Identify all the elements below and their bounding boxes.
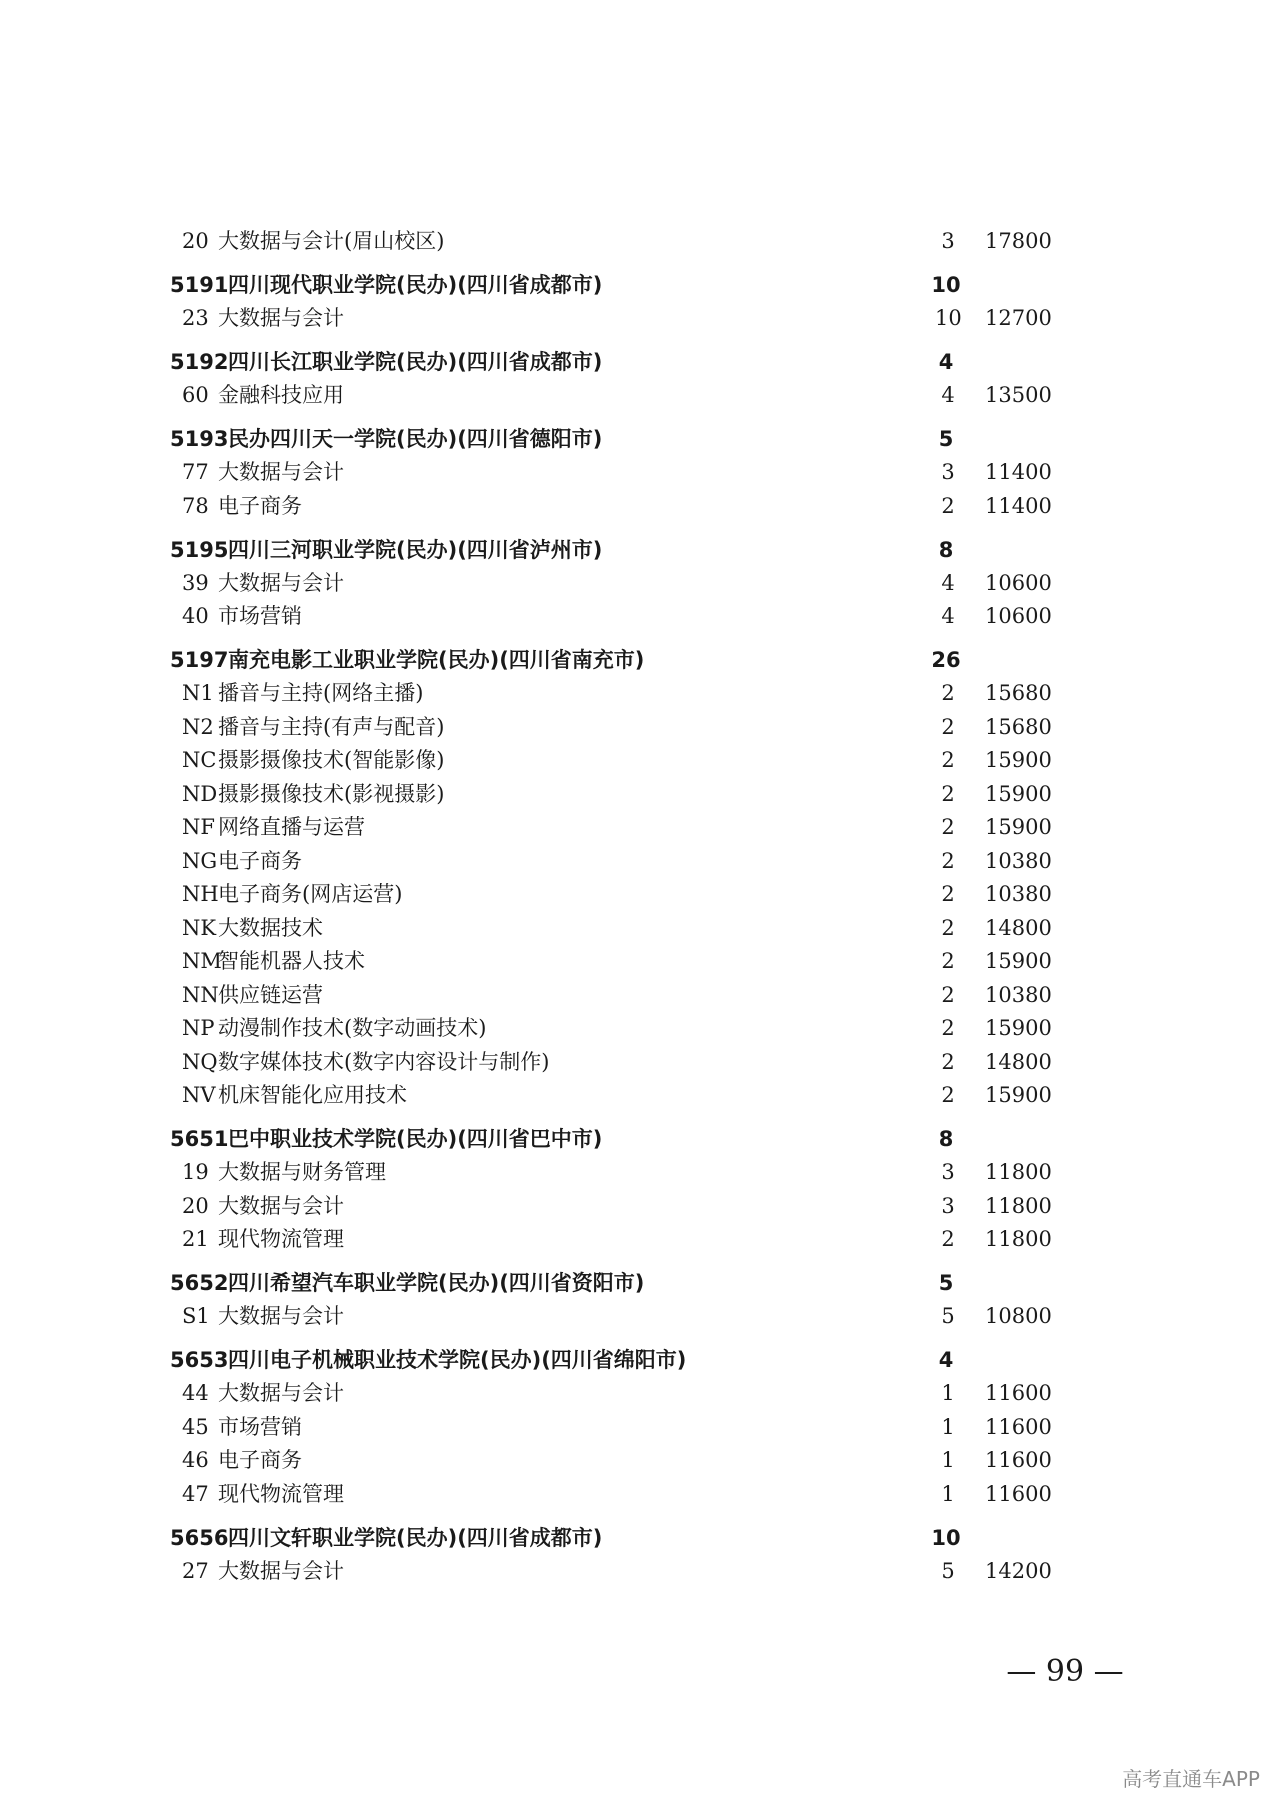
plan-count: 1 [941,1448,955,1472]
tuition-fee: 14800 [985,915,1052,940]
plan-count: 2 [941,1049,955,1074]
major-name: 播音与主持(有声与配音) [218,714,445,739]
major-code: 40 [182,604,209,628]
school-code: 5193 [170,427,229,451]
major-row [0,1479,1280,1509]
school-row [0,645,1280,675]
major-name: 电子商务 [218,493,302,518]
major-name: 摄影摄像技术(智能影像) [218,748,445,772]
tuition-fee: 15900 [985,1083,1052,1107]
major-code: NP [182,1016,215,1040]
plan-count: 10 [935,306,962,330]
major-row [0,1378,1280,1408]
major-name: 大数据与财务管理 [218,1160,386,1184]
major-row [0,745,1280,775]
major-code: NN [182,982,219,1007]
plan-count: 1 [941,1481,955,1506]
plan-count: 2 [941,781,955,806]
plan-count: 5 [938,427,954,451]
tuition-fee: 15900 [985,781,1052,806]
plan-count: 26 [931,648,961,672]
major-name: 大数据与会计 [218,1381,344,1405]
plan-count: 1 [941,1414,955,1439]
tuition-fee: 15900 [985,815,1052,839]
tuition-fee: 15900 [985,949,1052,973]
major-row [0,779,1280,809]
plan-count: 2 [941,1016,955,1040]
major-name: 大数据与会计 [218,1304,344,1328]
major-code: 20 [182,229,209,253]
plan-count: 4 [938,1348,954,1372]
major-row [0,1013,1280,1043]
plan-count: 8 [938,537,954,562]
tuition-fee: 11800 [985,1227,1052,1251]
major-code: 21 [182,1227,209,1251]
plan-count: 2 [941,915,955,940]
major-row [0,1157,1280,1187]
major-row [0,678,1280,708]
major-name: 智能机器人技术 [218,949,365,973]
school-row [0,424,1280,454]
major-name: 供应链运营 [218,982,323,1007]
major-code: ND [182,781,218,806]
plan-count: 5 [938,1271,954,1295]
school-code: 5651 [170,1127,229,1151]
major-name: 电子商务(网店运营) [218,882,403,906]
major-code: 39 [182,570,209,595]
major-code: 23 [182,306,209,330]
major-code: 20 [182,1193,209,1218]
major-code: S1 [182,1304,210,1328]
plan-count: 2 [941,848,955,873]
major-name: 现代物流管理 [218,1227,344,1251]
major-row [0,980,1280,1010]
major-row [0,1080,1280,1110]
major-name: 数字媒体技术(数字内容设计与制作) [218,1049,550,1074]
school-name: 南充电影工业职业学院(民办)(四川省南充市) [228,648,645,672]
major-name: 动漫制作技术(数字动画技术) [218,1016,487,1040]
major-code: NH [182,882,219,906]
tuition-fee: 10380 [985,882,1052,906]
major-name: 现代物流管理 [218,1481,344,1506]
major-code: NM [182,949,222,973]
plan-count: 3 [941,1193,955,1218]
tuition-fee: 10600 [985,570,1052,595]
tuition-fee: 11800 [985,1160,1052,1184]
major-code: NV [182,1083,216,1107]
major-name: 金融科技应用 [218,383,344,407]
major-code: NK [182,915,217,940]
major-row [0,1412,1280,1442]
major-row [0,913,1280,943]
major-row [0,879,1280,909]
tuition-fee: 11600 [985,1448,1052,1472]
major-row [0,457,1280,487]
tuition-fee: 15900 [985,748,1052,772]
major-code: N1 [182,681,214,705]
major-name: 市场营销 [218,1414,302,1439]
tuition-fee: 17800 [985,229,1052,253]
school-code: 5192 [170,350,229,374]
plan-count: 2 [941,982,955,1007]
plan-count: 5 [941,1558,955,1583]
tuition-fee: 10380 [985,848,1052,873]
major-name: 摄影摄像技术(影视摄影) [218,781,445,806]
tuition-fee: 11400 [985,493,1052,518]
major-row [0,712,1280,742]
plan-count: 4 [941,604,955,628]
plan-count: 2 [941,882,955,906]
tuition-fee: 11400 [985,460,1052,484]
tuition-fee: 13500 [985,383,1052,407]
major-code: 47 [182,1481,209,1506]
major-code: 78 [182,493,209,518]
major-code: 27 [182,1558,209,1583]
plan-count: 10 [931,1525,961,1550]
tuition-fee: 14800 [985,1049,1052,1074]
tuition-fee: 14200 [985,1558,1052,1583]
major-row [0,812,1280,842]
school-name: 四川文轩职业学院(民办)(四川省成都市) [228,1525,603,1550]
tuition-fee: 11600 [985,1414,1052,1439]
school-code: 5197 [170,648,229,672]
major-name: 大数据技术 [218,915,323,940]
school-code: 5652 [170,1271,229,1295]
school-row [0,270,1280,300]
major-code: 44 [182,1381,209,1405]
tuition-fee: 15900 [985,1016,1052,1040]
major-row [0,1301,1280,1331]
major-code: NQ [182,1049,218,1074]
plan-count: 2 [941,714,955,739]
major-code: N2 [182,714,214,739]
major-row [0,1224,1280,1254]
school-name: 四川三河职业学院(民办)(四川省泸州市) [228,537,603,562]
school-row [0,1345,1280,1375]
school-row [0,1124,1280,1154]
major-row [0,491,1280,521]
major-name: 机床智能化应用技术 [218,1083,407,1107]
tuition-fee: 10600 [985,604,1052,628]
major-row [0,601,1280,631]
tuition-fee: 15680 [985,714,1052,739]
major-code: 45 [182,1414,209,1439]
major-row [0,1191,1280,1221]
tuition-fee: 15680 [985,681,1052,705]
tuition-fee: 10800 [985,1304,1052,1328]
major-row [0,380,1280,410]
plan-count: 5 [941,1304,955,1328]
major-row [0,1047,1280,1077]
plan-count: 3 [941,1160,955,1184]
major-code: NG [182,848,218,873]
school-code: 5653 [170,1348,229,1372]
major-name: 播音与主持(网络主播) [218,681,424,705]
major-name: 电子商务 [218,1448,302,1472]
plan-count: 3 [941,460,955,484]
major-name: 电子商务 [218,848,302,873]
plan-count: 10 [931,273,961,297]
plan-count: 2 [941,748,955,772]
tuition-fee: 10380 [985,982,1052,1007]
plan-count: 4 [938,350,954,374]
tuition-fee: 11600 [985,1381,1052,1405]
major-code: NF [182,815,215,839]
school-name: 四川现代职业学院(民办)(四川省成都市) [228,273,603,297]
school-code: 5191 [170,273,229,297]
tuition-fee: 11600 [985,1481,1052,1506]
plan-count: 2 [941,949,955,973]
major-code: NC [182,748,217,772]
major-row [0,303,1280,333]
plan-count: 2 [941,1227,955,1251]
major-row [0,946,1280,976]
plan-count: 3 [941,229,955,253]
major-code: 60 [182,383,209,407]
watermark: 高考直通车APP [1122,1767,1260,1791]
plan-count: 2 [941,681,955,705]
plan-count: 4 [941,570,955,595]
major-name: 大数据与会计 [218,1193,344,1218]
plan-count: 2 [941,493,955,518]
major-row [0,1445,1280,1475]
school-row [0,535,1280,565]
school-name: 四川希望汽车职业学院(民办)(四川省资阳市) [228,1271,645,1295]
major-name: 市场营销 [218,604,302,628]
major-code: 46 [182,1448,209,1472]
major-name: 大数据与会计 [218,570,344,595]
school-row [0,1523,1280,1553]
school-row [0,1268,1280,1298]
major-name: 网络直播与运营 [218,815,365,839]
school-name: 四川长江职业学院(民办)(四川省成都市) [228,350,603,374]
school-row [0,347,1280,377]
major-name: 大数据与会计 [218,460,344,484]
tuition-fee: 12700 [985,306,1052,330]
major-name: 大数据与会计 [218,1558,344,1583]
major-code: 19 [182,1160,209,1184]
major-row [0,226,1280,256]
school-code: 5656 [170,1525,229,1550]
major-row [0,568,1280,598]
major-name: 大数据与会计 [218,306,344,330]
major-row [0,846,1280,876]
plan-count: 2 [941,815,955,839]
school-code: 5195 [170,537,229,562]
plan-count: 2 [941,1083,955,1107]
school-name: 四川电子机械职业技术学院(民办)(四川省绵阳市) [228,1348,687,1372]
page-number: — 99 — [1006,1654,1124,1689]
plan-count: 8 [938,1127,954,1151]
school-name: 巴中职业技术学院(民办)(四川省巴中市) [228,1127,603,1151]
major-name: 大数据与会计(眉山校区) [218,229,445,253]
major-code: 77 [182,460,209,484]
tuition-fee: 11800 [985,1193,1052,1218]
school-name: 民办四川天一学院(民办)(四川省德阳市) [228,427,603,451]
major-row [0,1556,1280,1586]
plan-count: 4 [941,383,955,407]
plan-count: 1 [941,1381,955,1405]
